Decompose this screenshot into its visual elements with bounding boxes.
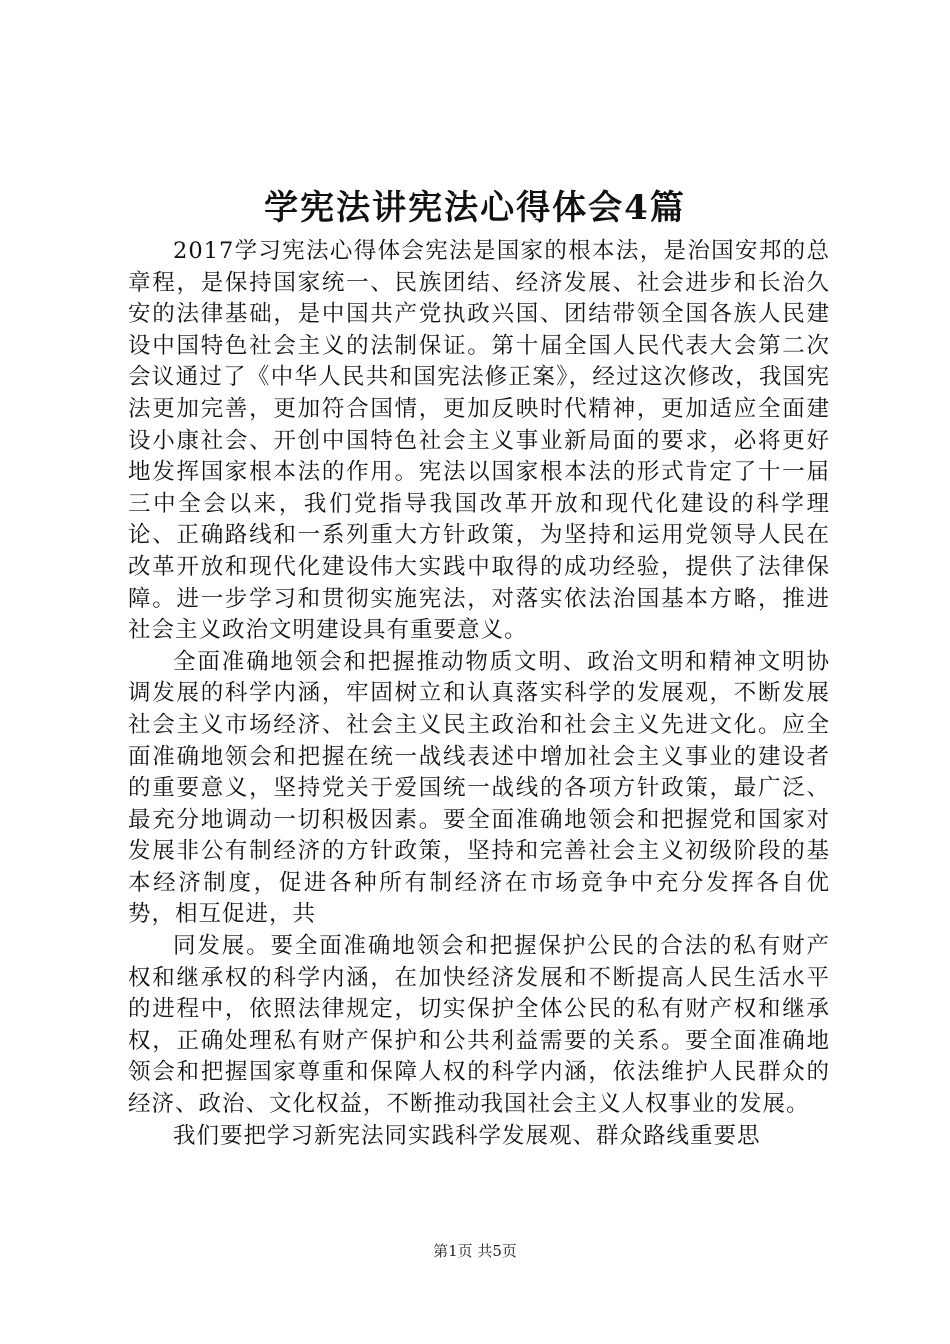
document-body [128,236,830,1152]
paragraph: 2017学习宪法心得体会宪法是国家的根本法，是治国安邦的总章程，是保持国家统一、民族团结、经济发展、社会进步和长治久安的法律基础，是中国共产党执政兴国、团结带领全国各族人民建设中国特色社会主义的法制保证。第十届全国人民代表大会第二次会议通过了《中华人民共和国宪法修正案》，经过这次修改，我国宪法更加完善，更加符合国情，更加反映时代精神，更加适应全面建设小康社会、开创中国特色社会主义事业新局面的要求，必将更好地发挥国家根本法的作用。宪法以国家根本法的形式肯定了十一届三中全会以来，我们党指导我国改革开放和现代化建设的科学理论、正确路线和一系列重大方针政策，为坚持和运用党领导人民在改革开放和现代化建设伟大实践中取得的成功经验，提供了法律保障。进一步学习和贯彻实施宪法，对落实依法治国基本方略，推进社会主义政治文明建设具有重要意义。 [128,238,830,644]
paragraph: 全面准确地领会和把握推动物质文明、政治文明和精神文明协调发展的科学内涵，牢固树立和认真落实科学的发展观，不断发展社会主义市场经济、社会主义民主政治和社会主义先进文化。应全面准确地领会和把握在统一战线表述中增加社会主义事业的建设者的重要意义，坚持党关于爱国统一战线的各项方针政策，最广泛、最充分地调动一切积极因素。要全面准确地领会和把握党和国家对发展非公有制经济的方针政策，坚持和完善社会主义初级阶段的基本经济制度，促进各种所有制经济在市场竞争中充分发挥各自优势，相互促进，共 [128,648,830,928]
document-title: 学宪法讲宪法心得体会4篇 [264,188,686,228]
paragraph: 我们要把学习新宪法同实践科学发展观、群众路线重要思 [173,1122,761,1149]
page-number-footer: 第1页 共5页 [433,1242,517,1260]
paragraph: 同发展。要全面准确地领会和把握保护公民的合法的私有财产权和继承权的科学内涵，在加快经济发展和不断提高人民生活水平的进程中，依照法律规定，切实保护全体公民的私有财产权和继承权，正确处理私有财产保护和公共利益需要的关系。要全面准确地领会和把握国家尊重和保障人权的科学内涵，依法维护人民群众的经济、政治、文化权益，不断推动我国社会主义人权事业的发展。 [128,933,830,1118]
